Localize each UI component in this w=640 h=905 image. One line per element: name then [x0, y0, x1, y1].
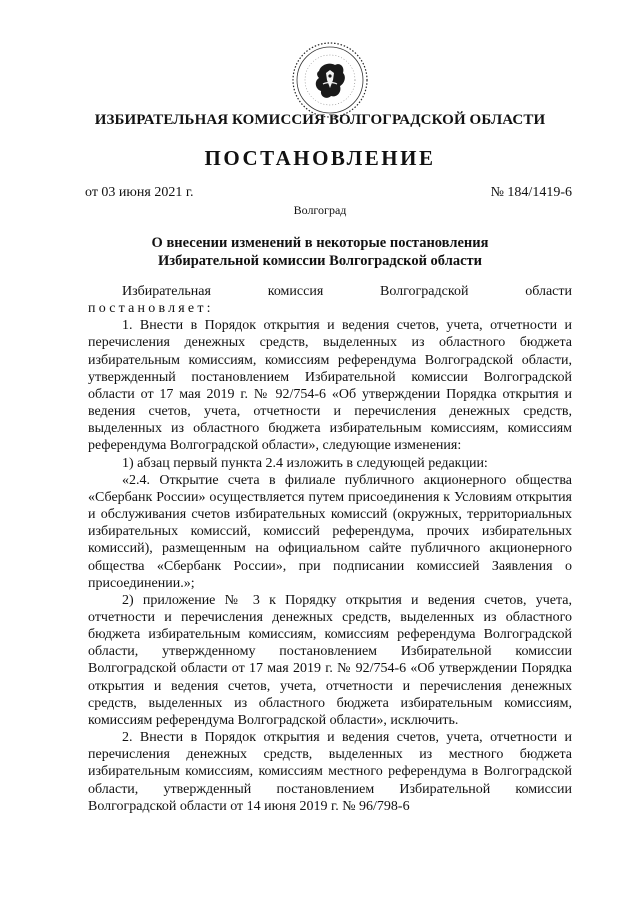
intro-paragraph: Избирательная комиссия Волгоградской области	[122, 284, 572, 299]
organization-name: ИЗБИРАТЕЛЬНАЯ КОМИССИЯ ВОЛГОГРАДСКОЙ ОБЛАСТИ	[94, 112, 546, 128]
subject-line-1: О внесении изменений в некоторые постановления	[151, 235, 489, 251]
document-body	[88, 283, 572, 815]
document-subject	[80, 234, 560, 270]
coat-of-arms-seal-icon	[290, 40, 370, 120]
paragraph-1-item-2: 2) приложение № 3 к Порядку открытия и ведения счетов, учета, отчетности и перечисления денежных средств, выделенных из областного бюджета избирательным комиссиям, комиссиям референдума Волгоградской области, утвержденному постановлением Избирательной комиссии Волгоградской области от 17 мая 2019 г. № 92/754-6 «Об утверждении Порядка открытия и ведения счетов, учета, отчетности и перечисления денежных средств, выделенных из областного бюджета избирательным комиссиям, комиссиям референдума Волгоградской области», исключить.	[88, 592, 572, 728]
paragraph-2: 2. Внести в Порядок открытия и ведения счетов, учета, отчетности и перечисления денежных средств, выделенных из местного бюджета избирательным комиссиям, комиссиям местного референдума в Волгоградской области, утвержденный постановлением Избирательной комиссии Волгоградской области от 14 июня 2019 г. № 96/798-6	[88, 730, 572, 814]
document-city: Волгоград	[293, 203, 347, 217]
document-date: от 03 июня 2021 г.	[85, 185, 194, 200]
paragraph-1-quote: «2.4. Открытие счета в филиале публичного акционерного общества «Сбербанк России» осуществляется путем присоединения к Условиям открытия и обслуживания счетов избирательных комиссий (окружных, территориальных избирательных комиссий, комиссий референдума, прочих избирательных комиссий), размещенным на официальном сайте публичного акционерного общества «Сбербанк России», при подписании комиссией Заявления о присоединении.»;	[88, 472, 572, 591]
paragraph-1: 1. Внести в Порядок открытия и ведения счетов, учета, отчетности и перечисления денежных средств, выделенных из областного бюджета избирательным комиссиям, комиссиям референдума Волгоградской области, утвержденный постановлением Избирательной комиссии Волгоградской области от 17 мая 2019 г. № 92/754-6 «Об утверждении Порядка открытия и ведения счетов, учета, отчетности и перечисления денежных средств, выделенных из областного бюджета избирательным комиссиям, комиссиям референдума Волгоградской области», следующие изменения:	[88, 318, 572, 454]
document-number: № 184/1419-6	[490, 185, 572, 200]
resolves-word: постановляет:	[88, 301, 214, 317]
document-type: ПОСТАНОВЛЕНИЕ	[204, 146, 436, 170]
resolves-line	[88, 300, 572, 317]
paragraph-1-item-1: 1) абзац первый пункта 2.4 изложить в следующей редакции:	[122, 455, 488, 471]
subject-line-2: Избирательной комиссии Волгоградской области	[157, 253, 482, 269]
